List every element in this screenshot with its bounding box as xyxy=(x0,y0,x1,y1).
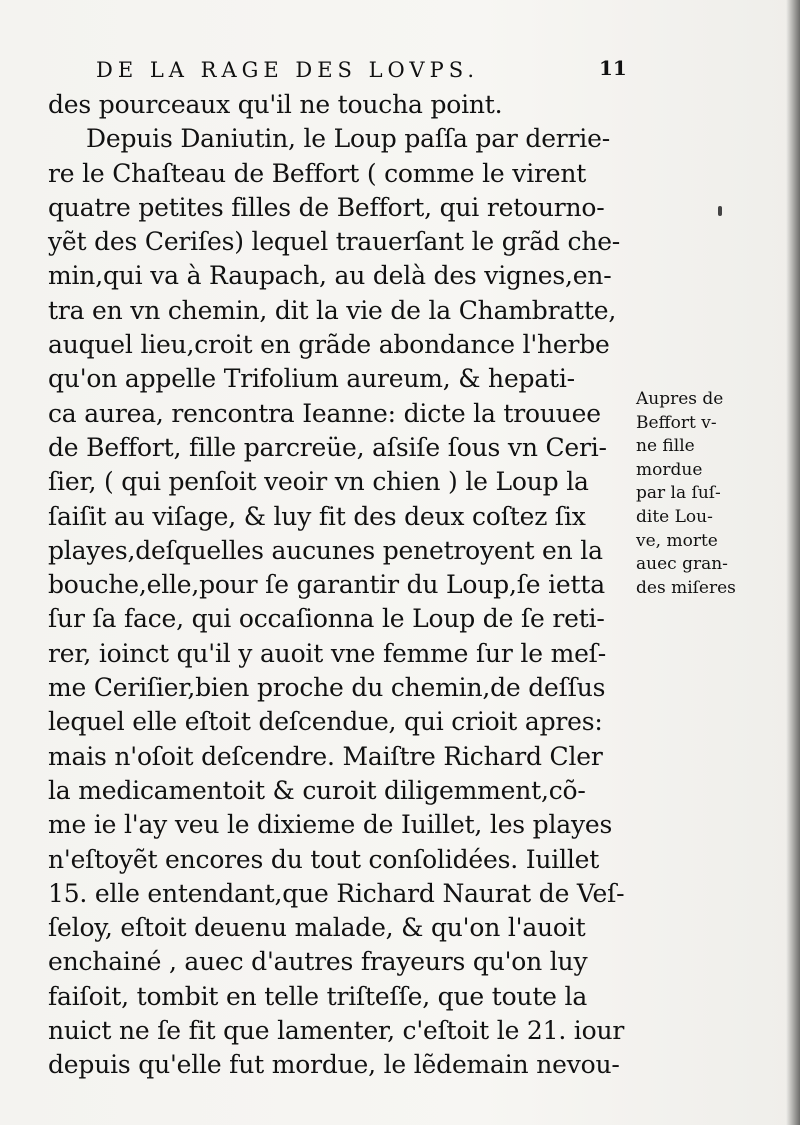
text-line: min,qui va à Raupach, au delà des vignes,en- xyxy=(48,261,612,291)
text-line: quatre petites filles de Beffort, qui retourno- xyxy=(48,192,605,222)
text-line: nuict ne ſe fit que lamenter, c'eſtoit le 21. iour xyxy=(48,1016,625,1046)
page-edge-shadow xyxy=(786,0,800,1125)
text-line: rer, ioinct qu'il y auoit vne femme ſur le meſ- xyxy=(48,638,606,668)
text-line: tra en vn chemin, dit la vie de la Chambratte, xyxy=(48,295,617,325)
text-line: auquel lieu,croit en grãde abondance l'herbe xyxy=(48,330,610,360)
running-head: DE LA RAGE DES LOVPS. xyxy=(96,58,480,82)
text-line: playes,deſquelles aucunes penetroyent en la xyxy=(48,535,603,565)
text-line: des pourceaux qu'il ne toucha point. xyxy=(48,90,503,119)
text-line: me ie l'ay veu le dixieme de Iuillet, les playes xyxy=(48,810,613,840)
page-number: 11 xyxy=(599,56,627,80)
margin-note-line: ne fille xyxy=(636,436,695,457)
text-line: me Ceriſier,bien proche du chemin,de deſſus xyxy=(48,673,606,703)
text-line: re le Chaſteau de Beffort ( comme le virent xyxy=(48,158,587,188)
margin-note-line: Aupres de xyxy=(636,389,724,409)
text-line: de Beffort, fille parcreüe, aſsiſe ſous vn Ceri- xyxy=(48,432,607,462)
main-text-block xyxy=(48,88,633,1083)
margin-note-line: par la ſuſ- xyxy=(636,483,721,504)
margin-note-line: mordue xyxy=(636,459,703,480)
marginal-note xyxy=(636,388,784,600)
text-line: faiſoit, tombit en telle triſteſſe, que toute la xyxy=(48,981,588,1011)
margin-note-line: dite Lou- xyxy=(636,506,713,527)
text-line: la medicamentoit & curoit diligemment,cõ- xyxy=(48,775,586,805)
page-header xyxy=(96,52,656,92)
text-line: depuis qu'elle fut mordue, le lẽdemain nevou- xyxy=(48,1050,620,1080)
text-line: ſeloy, eſtoit deuenu malade, & qu'on l'auoit xyxy=(48,913,586,943)
margin-note-line: des miſeres xyxy=(636,577,736,598)
margin-note-line: Beffort v- xyxy=(636,412,717,433)
margin-note-line: ve, morte xyxy=(636,530,718,551)
text-line: ſur ſa face, qui occaſionna le Loup de ſe reti- xyxy=(48,604,605,634)
text-line: ſier, ( qui penſoit veoir vn chien ) le Loup la xyxy=(48,467,589,497)
text-line: ca aurea, rencontra Ieanne: dicte la trouuee xyxy=(48,398,601,428)
text-line: bouche,elle,pour ſe garantir du Loup,ſe ietta xyxy=(48,570,605,600)
text-line: yẽt des Ceriſes) lequel trauerſant le grãd che- xyxy=(48,227,621,257)
text-line: 15. elle entendant,que Richard Naurat de Veſ- xyxy=(48,878,625,908)
ink-speck xyxy=(718,206,722,216)
text-line: Depuis Daniutin, le Loup paſſa par derrie- xyxy=(86,124,610,154)
margin-note-line: auec gran- xyxy=(636,554,728,575)
text-line: enchainé , auec d'autres frayeurs qu'on luy xyxy=(48,947,588,977)
text-line: mais n'oſoit deſcendre. Maiſtre Richard Cler xyxy=(48,741,603,771)
text-line: lequel elle eſtoit deſcendue, qui crioit apres: xyxy=(48,707,603,737)
text-line: n'eſtoyẽt encores du tout conſolidées. Iuillet xyxy=(48,844,600,874)
text-line: ſaiſit au viſage, & luy fit des deux coſtez ſix xyxy=(48,501,586,531)
text-line: qu'on appelle Trifolium aureum, & hepati- xyxy=(48,364,575,394)
